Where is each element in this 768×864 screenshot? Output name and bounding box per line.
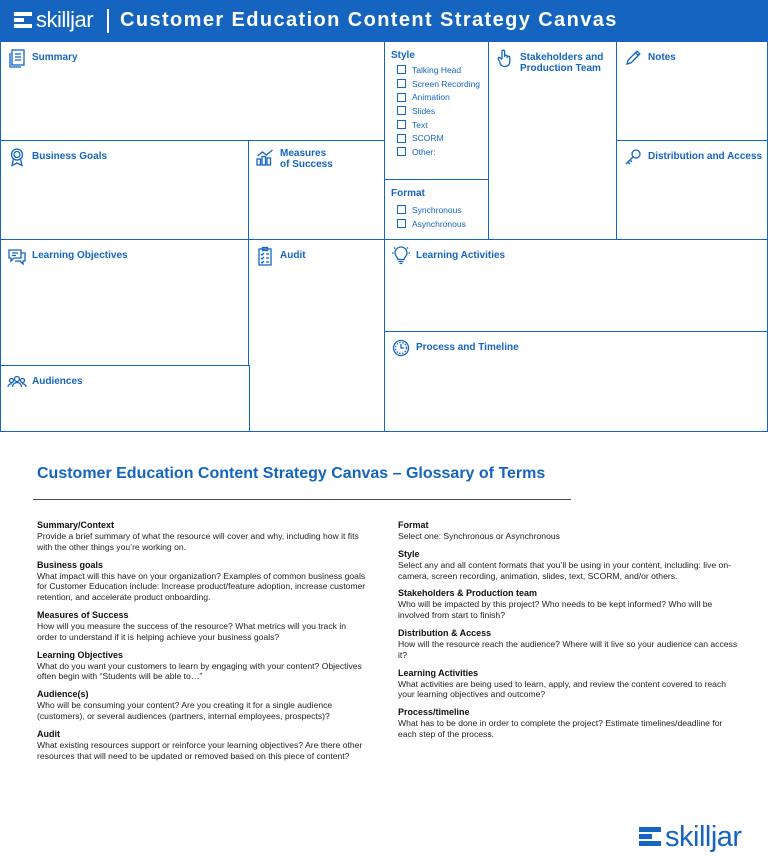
summary-cell[interactable] [0,41,385,141]
style-cell [384,41,489,181]
checkbox[interactable] [397,120,406,129]
style-title: Style [391,50,415,61]
hand-pointer-icon [495,48,515,68]
award-ribbon-icon [7,147,27,167]
measures-title-line1: Measures [280,148,327,159]
document-icon [7,48,27,68]
process-cell[interactable] [384,331,768,432]
strategy-canvas [0,41,768,432]
pencil-icon [623,48,643,68]
style-option-slides[interactable]: Slides [397,104,480,118]
lightbulb-icon [391,246,411,266]
glossary-divider [33,499,571,500]
glossary-title: Customer Education Content Strategy Canvas – Glossary of Terms [37,465,546,482]
format-title: Format [391,188,425,199]
glossary-entry-stakeholders: Stakeholders & Production team Who will be impacted by this project? Who needs to be kept informed? Who will be involved from start to finish? [398,588,713,621]
format-option-synchronous[interactable]: Synchronous [397,203,466,217]
skilljar-logo [14,8,93,32]
notes-title: Notes [648,52,676,63]
stakeholders-title-line1: Stakeholders and [520,52,604,63]
glossary-left-column [37,520,367,768]
footer-skilljar-logo [639,822,742,852]
style-option-scorm[interactable]: SCORM [397,131,480,145]
learning-activities-cell[interactable] [384,239,768,333]
checkbox[interactable] [397,219,406,228]
audit-cell[interactable] [248,239,385,432]
glossary-entry-learning-activities: Learning Activities What activities are being used to learn, apply, and review the content covered to reach your learning objectives and outcome? [398,667,727,700]
learning-activities-title: Learning Activities [416,250,506,261]
glossary-entry-business-goals: Business goals What impact will this have on your organization? Examples of common business goals for Customer Education include: Increase product/feature adoption, increase customer retention, and accelerate product onboarding. [37,559,366,603]
audiences-cell[interactable] [0,365,250,432]
glossary-entry-measures: Measures of Success How will you measure the success of the resource? What metrics will you track in order to understand if it is helping achieve your business goals? [37,609,347,642]
page-title: Customer Education Content Strategy Canvas [120,9,618,31]
glossary-entry-audiences: Audience(s) Who will be consuming your content? Are you creating it for a single audience (customers), or several audiences (partners, internal employees, prospects)? [37,689,333,721]
format-cell [384,179,489,241]
style-option-animation[interactable]: Animation [397,90,480,104]
measures-title-line2: of Success [280,159,333,170]
business-goals-cell[interactable] [0,140,250,241]
audiences-title: Audiences [32,376,83,387]
glossary-entry-audit: Audit What existing resources support or reinforce your learning objectives? Are there other resources that will need to be updated or removed based on this piece of content? [37,728,363,761]
checkbox[interactable] [397,147,406,156]
checkbox[interactable] [397,205,406,214]
footer-brand-name: skilljar [665,821,742,853]
format-options [397,203,466,230]
notes-cell[interactable] [616,41,768,142]
learning-objectives-cell[interactable] [0,239,250,367]
chat-bubble-icon [7,246,27,266]
style-option-other[interactable]: Other: [397,145,480,159]
skilljar-logo-icon [14,11,32,29]
clock-icon [391,338,411,358]
header-divider [107,9,109,33]
checkbox[interactable] [397,106,406,115]
measures-cell[interactable] [248,140,385,241]
glossary-entry-process: Process/timeline What has to be done in order to complete the project? Estimate timelines/deadline for each step of the process. [398,707,723,739]
checkbox[interactable] [397,79,406,88]
distribution-title: Distribution and Access [648,151,763,162]
glossary-entry-summary: Summary/Context Provide a brief summary of what the resource will cover and why, including how it fits with the other things you’re working on. [37,520,359,552]
style-options [397,63,480,159]
style-option-text[interactable]: Text [397,118,480,132]
header-bar [0,0,768,41]
checkbox[interactable] [397,65,406,74]
glossary-entry-format: Format Select one: Synchronous or Asynchronous [398,520,560,541]
style-option-screen-recording[interactable]: Screen Recording [397,77,480,91]
stakeholders-cell[interactable] [488,41,617,241]
glossary-entry-learning-objectives: Learning Objectives What do you want your customers to learn by engaging with your content? Objectives often begin with “Students will be able to…” [37,649,362,682]
bar-chart-icon [255,147,275,167]
format-option-asynchronous[interactable]: Asynchronous [397,217,466,231]
summary-title: Summary [32,52,78,63]
business-goals-title: Business Goals [32,151,108,162]
glossary-entry-distribution: Distribution & Access How will the resource reach the audience? Where will it live so your audience can access it? [398,627,738,660]
glossary-right-column [398,520,738,747]
distribution-cell[interactable] [616,140,768,241]
stakeholders-title-line2: Production Team [520,63,601,74]
glossary-entry-style: Style Select any and all content formats that you’ll be using in your content, including: live on-camera, screen recording, animation, slides, text, SCORM, and/or others. [398,548,731,581]
audit-title: Audit [280,250,306,261]
learning-objectives-title: Learning Objectives [32,250,128,261]
people-group-icon [7,372,27,392]
brand-name: skilljar [36,7,94,32]
process-title: Process and Timeline [416,342,519,353]
checkbox[interactable] [397,134,406,143]
skilljar-logo-icon [639,825,661,849]
clipboard-checklist-icon [255,246,275,266]
checkbox[interactable] [397,93,406,102]
key-icon [623,147,643,167]
style-option-talking-head[interactable]: Talking Head [397,63,480,77]
